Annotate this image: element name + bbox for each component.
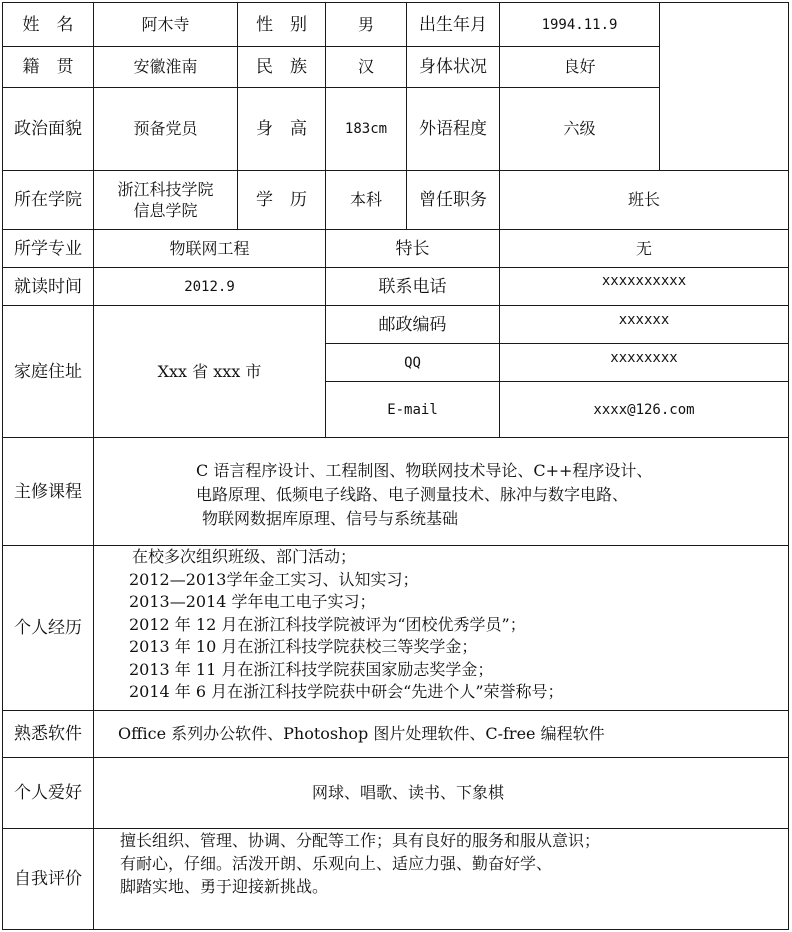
major-value: 物联网工程 — [169, 238, 250, 258]
courses-line: 电路原理、低频电子线路、电子测量技术、脉冲与数字电路、 — [196, 485, 629, 504]
hobbies-value: 网球、唱歌、读书、下象棋 — [311, 783, 504, 802]
self-eval-line: 脚踏实地、勇于迎接新挑战。 — [120, 877, 329, 896]
phone-value: xxxxxxxxxx — [601, 273, 687, 289]
school-line-1: 浙江科技学院 — [117, 180, 214, 199]
postcode-label: 邮政编码 — [378, 314, 447, 335]
experience-line: 2012 年 12 月在浙江科技学院被评为“团校优秀学员”； — [129, 614, 526, 634]
experience-list — [129, 546, 564, 704]
school-line-2: 信息学院 — [133, 201, 198, 220]
specialty-value: 无 — [635, 238, 652, 258]
school-label: 所在学院 — [14, 190, 82, 210]
height-value: 183cm — [344, 121, 388, 137]
software-label: 熟悉软件 — [14, 724, 82, 744]
major-label: 所学专业 — [14, 238, 82, 259]
height-label: 身 高 — [256, 119, 307, 139]
email-label: E-mail — [387, 401, 438, 418]
qq-label: QQ — [404, 354, 421, 371]
period-value: 2012.9 — [184, 278, 235, 295]
politics-value: 预备党员 — [133, 119, 198, 138]
email-value: xxxx@126.com — [593, 401, 695, 418]
address-label: 家庭住址 — [14, 361, 82, 382]
hobbies-label: 个人爱好 — [14, 783, 82, 803]
experience-line: 2012—2013学年金工实习、认知实习； — [129, 569, 419, 589]
courses-label: 主修课程 — [14, 481, 82, 502]
photo-area — [660, 3, 788, 170]
period-label: 就读时间 — [14, 276, 82, 297]
experience-label: 个人经历 — [14, 618, 82, 638]
birth-label: 出生年月 — [419, 14, 487, 35]
courses-line: 物联网数据库原理、信号与系统基础 — [202, 509, 459, 528]
name-value: 阿木寺 — [141, 14, 190, 34]
courses-line: C 语言程序设计、工程制图、物联网技术导论、C++程序设计、 — [196, 461, 653, 480]
gender-label: 性 别 — [256, 14, 307, 35]
origin-label: 籍 贯 — [22, 57, 74, 77]
health-value: 良好 — [563, 57, 596, 76]
experience-line: 在校多次组织班级、部门活动； — [132, 547, 357, 566]
specialty-label: 特长 — [395, 238, 430, 259]
experience-line: 2013—2014 学年电工电子实习； — [129, 592, 376, 611]
experience-line: 2014 年 6 月在浙江科技学院获中研会“先进个人”荣誉称号； — [129, 682, 564, 701]
birth-value: 1994.11.9 — [541, 16, 618, 33]
self-eval-label: 自我评价 — [14, 869, 82, 889]
gender-value: 男 — [357, 14, 374, 34]
position-label: 曾任职务 — [419, 190, 487, 210]
ethnicity-value: 汉 — [357, 57, 374, 76]
origin-value: 安徽淮南 — [133, 57, 198, 76]
language-label: 外语程度 — [419, 119, 487, 139]
phone-label: 联系电话 — [378, 276, 447, 297]
postcode-value: xxxxxx — [618, 312, 670, 328]
health-label: 身体状况 — [419, 57, 487, 77]
qq-value: xxxxxxxx — [610, 350, 678, 366]
ethnicity-label: 民 族 — [256, 57, 307, 77]
self-eval-line: 擅长组织、管理、协调、分配等工作；具有良好的服务和服从意识； — [120, 831, 601, 850]
position-value: 班长 — [627, 190, 660, 209]
self-eval-list — [120, 829, 600, 898]
name-label: 姓 名 — [22, 14, 74, 35]
experience-line: 2013 年 10 月在浙江科技学院获校三等奖学金； — [129, 637, 478, 656]
self-eval-line: 有耐心，仔细。活泼开朗、乐观向上、适应力强、勤奋好学、 — [120, 854, 553, 873]
degree-value: 本科 — [349, 190, 382, 209]
software-value: Office 系列办公软件、Photoshop 图片处理软件、C-free 编程软件 — [118, 724, 605, 743]
language-value: 六级 — [563, 119, 596, 138]
courses-list — [196, 459, 652, 531]
school-value — [94, 171, 237, 229]
experience-line: 2013 年 11 月在浙江科技学院获国家励志奖学金； — [129, 659, 494, 679]
degree-label: 学 历 — [256, 190, 307, 210]
politics-label: 政治面貌 — [14, 119, 82, 139]
address-value: Xxx 省 xxx 市 — [157, 361, 262, 381]
